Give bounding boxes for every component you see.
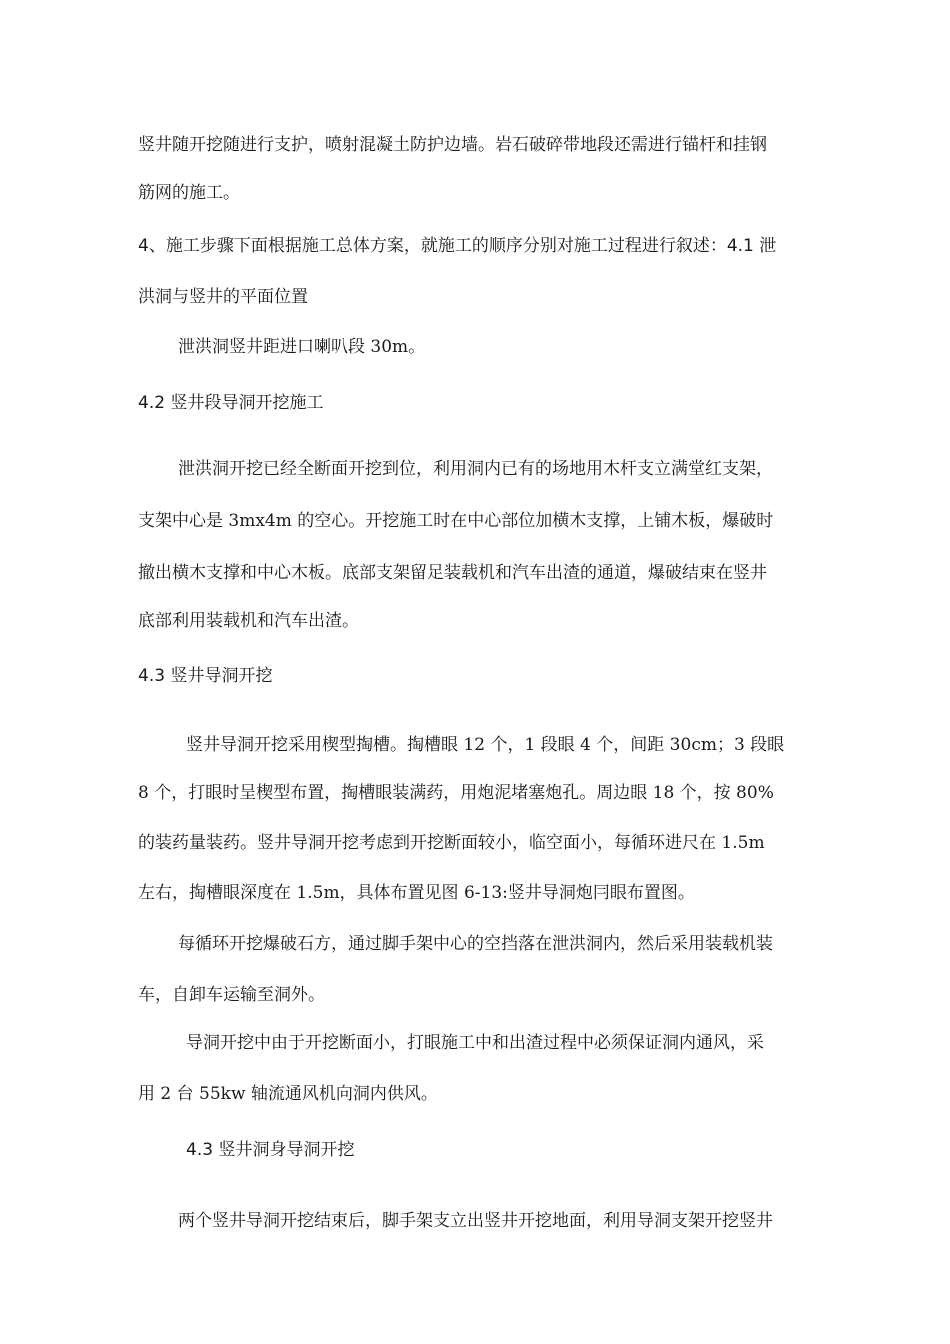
paragraph-line: 竖井随开挖随进行支护，喷射混凝土防护边墙。岩石破碎带地段还需进行锚杆和挂钢 xyxy=(138,135,767,155)
subsection-heading: 4.3 竖井洞身导洞开挖 xyxy=(186,1140,355,1160)
paragraph-line: 每循环开挖爆破石方，通过脚手架中心的空挡落在泄洪洞内，然后采用装载机装 xyxy=(178,934,773,954)
paragraph-line: 用 2 台 55kw 轴流通风机向洞内供风。 xyxy=(138,1084,438,1104)
paragraph-line: 泄洪洞开挖已经全断面开挖到位，利用洞内已有的场地用木杆支立满堂红支架， xyxy=(178,459,773,479)
subsection-heading: 4.2 竖井段导洞开挖施工 xyxy=(138,393,324,413)
paragraph-line: 的装药量装药。竖井导洞开挖考虑到开挖断面较小，临空面小，每循环进尺在 1.5m xyxy=(138,833,765,853)
paragraph-line: 8 个，打眼时呈楔型布置，掏槽眼装满药，用炮泥堵塞炮孔。周边眼 18 个，按 80% xyxy=(138,783,774,803)
paragraph-line: 车，自卸车运输至洞外。 xyxy=(138,985,325,1005)
paragraph-line: 竖井导洞开挖采用楔型掏槽。掏槽眼 12 个，1 段眼 4 个，间距 30cm；3 段眼 xyxy=(186,735,785,755)
paragraph-line: 两个竖井导洞开挖结束后，脚手架支立出竖井开挖地面，利用导洞支架开挖竖井 xyxy=(178,1211,773,1231)
paragraph-line: 筋网的施工。 xyxy=(138,183,240,203)
section-heading: 4、施工步骤下面根据施工总体方案，就施工的顺序分别对施工过程进行叙述：4.1 泄 xyxy=(138,236,777,256)
paragraph-line: 导洞开挖中由于开挖断面小，打眼施工中和出渣过程中必须保证洞内通风，采 xyxy=(186,1033,764,1053)
paragraph-line: 底部利用装载机和汽车出渣。 xyxy=(138,611,359,631)
paragraph-line: 左右，掏槽眼深度在 1.5m，具体布置见图 6-13:竖井导洞炮冃眼布置图。 xyxy=(138,883,695,903)
section-heading-continued: 洪洞与竖井的平面位置 xyxy=(138,287,308,307)
paragraph-line: 支架中心是 3mx4m 的空心。开挖施工时在中心部位加横木支撑，上铺木板，爆破时 xyxy=(138,511,774,531)
subsection-heading: 4.3 竖井导洞开挖 xyxy=(138,666,273,686)
paragraph-line: 泄洪洞竖井距进口喇叭段 30m。 xyxy=(178,337,426,357)
paragraph-line: 撤出横木支撑和中心木板。底部支架留足装载机和汽车出渣的通道，爆破结束在竖井 xyxy=(138,563,767,583)
